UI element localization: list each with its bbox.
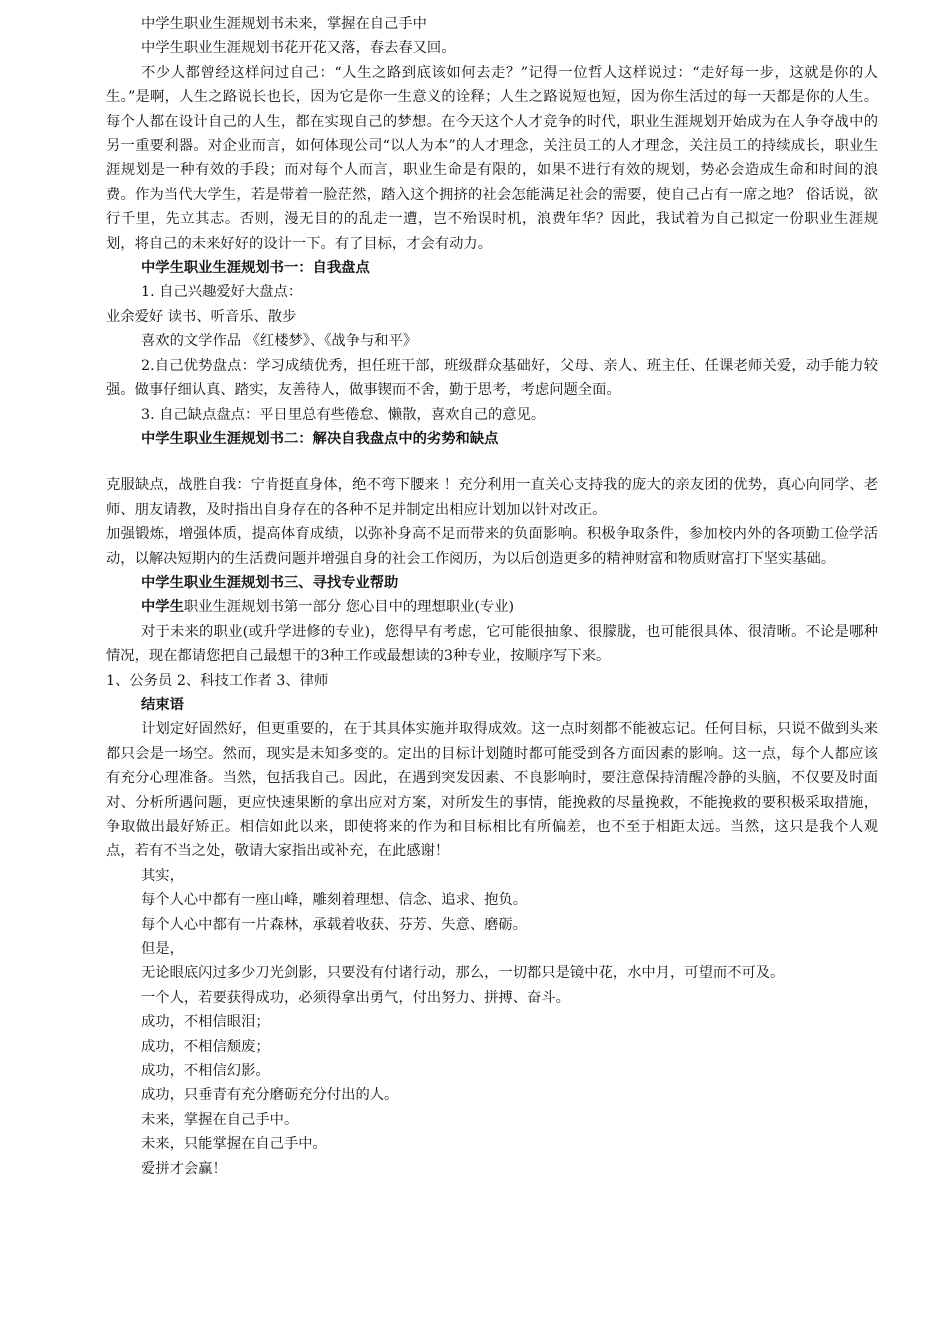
part1-bold-prefix: 中学生: [141, 599, 184, 616]
closing-line-10: 成功，只垂青有充分磨砺充分付出的人。: [141, 1087, 399, 1104]
weaknesses-item: 3. 自己缺点盘点：平日里总有些倦怠、懒散，喜欢自己的意见。: [141, 406, 546, 423]
intro-paragraph: 不少人都曾经这样问过自己：“人生之路到底该如何去走？”记得一位哲人这样说过：“走好每一步，这就是你的人生。”是啊，人生之路说长也长，因为它是你一生意义的诠释；人生之路说短也短，因为你生活过的每一天都是你的人生。每个人都在设计自己的人生，都在实现自己的梦想。在今天这个人才竞争的时代，职业生涯规划开始成为在人争夺战中的另一重要利器。对企业而言，如何体现公司“以人为本”的人才理念，关注员工的人才理念，关注员工的持续成长，职业生涯规划是一种有效的手段；而对每个人而言，职业生命是有限的，如果不进行有效的规划，势必会造成生命和时间的浪费。作为当代大学生，若是带着一脸茫然，踏入这个拥挤的社会怎能满足社会的需要，使自己占有一席之地？ 俗话说，欲行千里，先立其志。否则，漫无目的的乱走一遭，岂不殆误时机，浪费年华？因此，我试着为自己拟定一份职业生涯规划，将自己的未来好好的设计一下。有了目标，才会有动力。: [106, 64, 878, 252]
closing-line-11: 未来，掌握在自己手中。: [141, 1111, 299, 1128]
part1-line: [106, 595, 878, 619]
closing-line-7: 成功，不相信眼泪；: [141, 1014, 270, 1031]
section-heading-conclusion: 结束语: [141, 696, 184, 713]
document-page: [106, 12, 878, 1181]
part1-rest: 职业生涯规划书第一部分 您心目中的理想职业(专业): [183, 599, 515, 616]
closing-line-4: 但是，: [141, 941, 184, 958]
interests-item: 1. 自己兴趣爱好大盘点：: [141, 284, 303, 301]
blank-spacer: [106, 451, 878, 473]
closing-line-12: 未来，只能掌握在自己手中。: [141, 1136, 327, 1153]
strengths-item: 2.自己优势盘点：学习成绩优秀，担任班干部，班级群众基础好，父母、亲人、班主任、任课老师关爱，动手能力较强。做事仔细认真、踏实，友善待人，做事锲而不舍，勤于思考，考虑问题全面。: [106, 357, 878, 399]
section-heading-1: 中学生职业生涯规划书一：自我盘点: [141, 260, 370, 277]
closing-line-2: 每个人心中都有一座山峰，雕刻着理想、信念、追求、抱负。: [141, 892, 528, 909]
section-heading-3: 中学生职业生涯规划书三、寻找专业帮助: [141, 574, 399, 591]
jobs-list-line: 1、公务员 2、科技工作者 3、律师: [106, 672, 329, 689]
closing-line-6: 一个人，若要获得成功，必须得拿出勇气，付出努力、拼搏、奋斗。: [141, 989, 570, 1006]
closing-line-13: 爱拼才会赢！: [141, 1160, 227, 1177]
closing-line-3: 每个人心中都有一片森林，承载着收获、芬芳、失意、磨砺。: [141, 916, 528, 933]
closing-line-9: 成功，不相信幻影。: [141, 1063, 270, 1080]
hobbies-line: 业余爱好 读书、听音乐、散步: [106, 308, 297, 325]
overcome-paragraph: 克服缺点，战胜自我：宁肯挺直身体，绝不弯下腰来 ！充分利用一直关心支持我的庞大的亲友团的优势，真心向同学、老师、朋友请教，及时指出自身存在的各种不足并制定出相应计划加以针对改正。: [106, 477, 878, 518]
future-job-paragraph: 对于未来的职业(或升学进修的专业)，您得早有考虑，它可能很抽象、很朦胧，也可能很具体、很清晰。不论是哪种情况，现在都请您把自己最想干的3种工作或最想读的3种专业，按顺序写下来。: [106, 623, 878, 665]
closing-line-8: 成功，不相信颓废；: [141, 1038, 270, 1055]
exercise-paragraph: 加强锻炼，增强体质，提高体育成绩，以弥补身高不足而带来的负面影响。积极争取条件，参加校内外的各项勤工俭学活动，以解决短期内的生活费问题并增强自身的社会工作阅历，为以后创造更多的精神财富和物质财富打下坚实基础。: [106, 526, 878, 567]
section-heading-2: 中学生职业生涯规划书二：解决自我盘点中的劣势和缺点: [141, 430, 499, 447]
closing-line-5: 无论眼底闪过多少刀光剑影，只要没有付诸行动，那么，一切都只是镜中花，水中月，可望而不可及。: [141, 965, 785, 982]
doc-line-subtitle: 中学生职业生涯规划书花开花又落，春去春又回。: [141, 40, 456, 57]
doc-line-title: 中学生职业生涯规划书未来，掌握在自己手中: [141, 16, 427, 32]
favorite-books-line: 喜欢的文学作品 《红楼梦》、《战争与和平》: [141, 333, 418, 350]
closing-line-1: 其实，: [141, 867, 184, 884]
conclusion-paragraph: 计划定好固然好，但更重要的，在于其具体实施并取得成效。这一点时刻都不能被忘记。任何目标，只说不做到头来都只会是一场空。然而，现实是未知多变的。定出的目标计划随时都可能受到各方面因素的影响。这一点，每个人都应该有充分心理准备。当然，包括我自己。因此，在遇到突发因素、不良影响时，要注意保持清醒冷静的头脑，不仅要及时面对、分析所遇问题，更应快速果断的拿出应对方案，对所发生的事情，能挽救的尽量挽救，不能挽救的要积极采取措施，争取做出最好矫正。相信如此以来，即使将来的作为和目标相比有所偏差，也不至于相距太远。当然，这只是我个人观点，若有不当之处，敬请大家指出或补充，在此感谢！: [106, 721, 878, 860]
